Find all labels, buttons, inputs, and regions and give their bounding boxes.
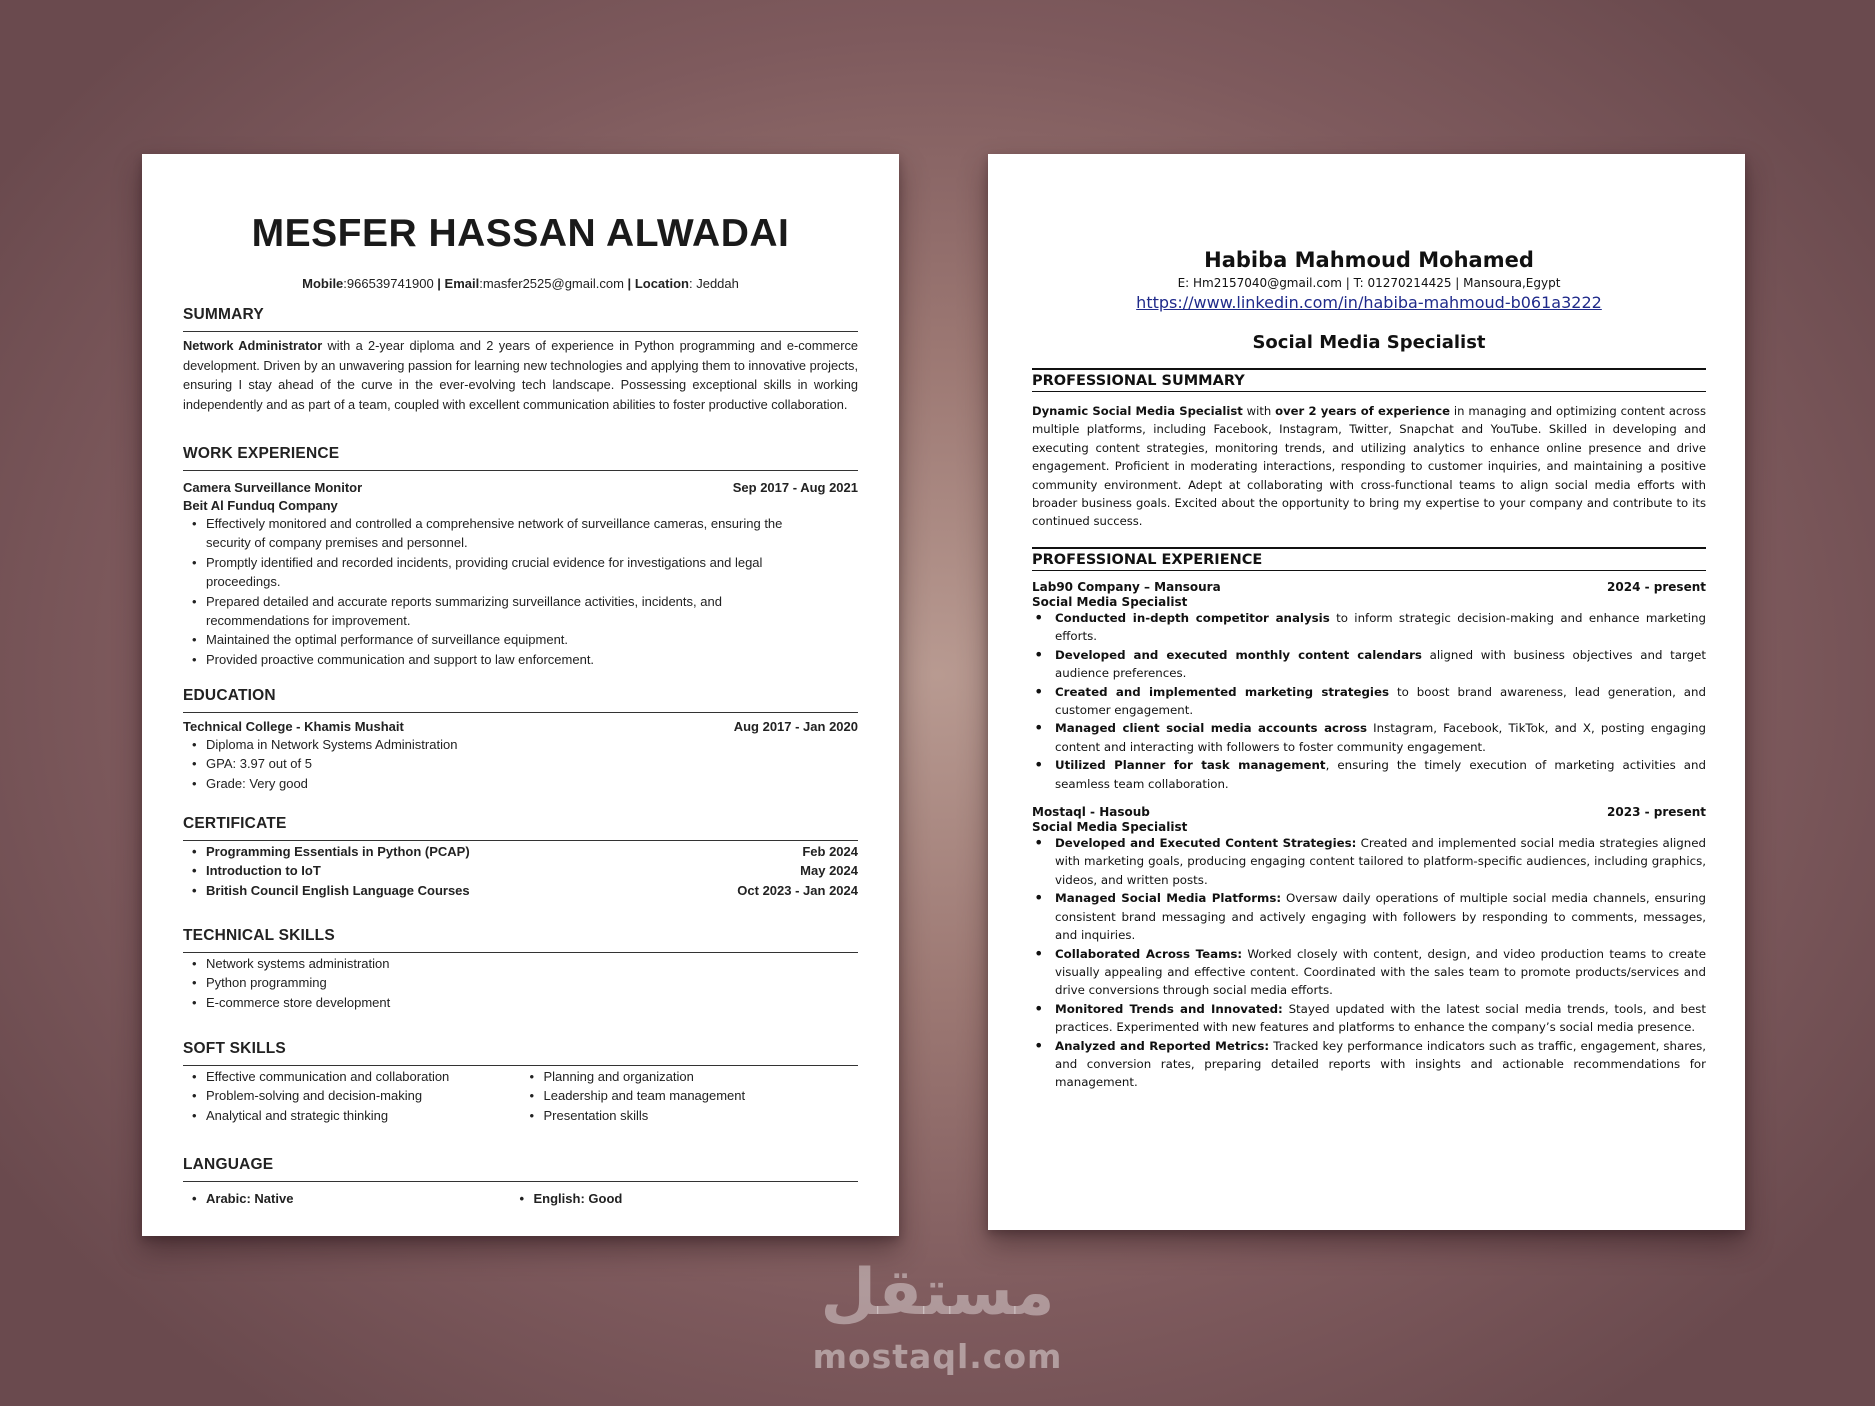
- list-item: [1032, 1037, 1706, 1092]
- bullet-text: Created and implemented social media strategies aligned with marketing goals, producing engaging content tailored to platform-specific audiences, including graphics, videos, and written posts.: [1055, 836, 1706, 887]
- bullet-bold: Managed Social Media Platforms:: [1055, 891, 1282, 906]
- school-name: Technical College - Khamis Mushait: [183, 719, 404, 734]
- job-dates: 2024 - present: [1607, 580, 1706, 594]
- watermark-arabic: مستقل: [820, 1256, 1055, 1330]
- email-label: Email: [444, 276, 480, 291]
- list-item: • Prepared detailed and accurate reports summarizing surveillance activities, incidents, and recommendations for improvement.: [183, 592, 808, 631]
- job-company: Mostaql - Hasoub: [1032, 805, 1150, 820]
- watermark-latin: mostaql.com: [812, 1337, 1063, 1376]
- job-dates: 2023 - present: [1607, 805, 1706, 820]
- bullet-text: aligned with business objectives and target audience preferences.: [1055, 647, 1706, 681]
- certificate-list: [183, 842, 858, 900]
- bullet-bold: Conducted in-depth competitor analysis: [1055, 611, 1330, 625]
- certificate-date: May 2024: [800, 863, 858, 879]
- list-item: • Effective communication and collaboration: [183, 1067, 521, 1086]
- list-item: [1032, 945, 1706, 1000]
- bullet-bold: Developed and Executed Content Strategies:: [1055, 836, 1357, 851]
- bullet-bold: Analyzed and Reported Metrics:: [1055, 1038, 1270, 1053]
- job-bullets: [1032, 834, 1706, 1092]
- job-title: Social Media Specialist: [1032, 595, 1188, 609]
- section-heading: LANGUAGE: [183, 1156, 858, 1182]
- location-label: Location: [634, 276, 689, 291]
- certificate-item: [183, 881, 858, 900]
- summary-text: [183, 336, 858, 414]
- bullet-text: Stayed updated with the latest social media trends, tools, and best practices. Experimented with new features and platforms to enhance the company’s social media presence.: [1055, 1001, 1706, 1035]
- list-item: • Diploma in Network Systems Administration: [183, 735, 858, 754]
- job-company: Beit Al Funduq Company: [183, 498, 338, 513]
- section-heading: SUMMARY: [183, 306, 858, 332]
- list-item: • Network systems administration: [183, 954, 858, 973]
- list-item: • Provided proactive communication and support to law enforcement.: [183, 650, 808, 669]
- education-header: [183, 719, 858, 734]
- summary-lead: Network Administrator: [183, 338, 323, 353]
- separator: |: [433, 276, 445, 291]
- resume-name: MESFER HASSAN ALWADAI: [251, 212, 790, 255]
- list-item: [1032, 834, 1706, 889]
- list-item: • Analytical and strategic thinking: [183, 1106, 521, 1125]
- mobile-value: :966539741900: [343, 276, 434, 291]
- linkedin-link[interactable]: https://www.linkedin.com/in/habiba-mahmoud-b061a3222: [1136, 293, 1602, 312]
- section-heading: SOFT SKILLS: [183, 1040, 858, 1066]
- list-item: • English: Good: [511, 1189, 859, 1208]
- summary-body: with a 2-year diploma and 2 years of experience in Python programming and e-commerce development. Driven by an unwavering passion for learning new technologies and applying them to innovative projects, ensuring I stay ahead of the curve in the ever-evolving tech landscape. Possessing exceptional skills in working independently and as part of a team, coupled with excellent communication abilities to foster productive collaboration.: [183, 338, 859, 412]
- section-heading: CERTIFICATE: [183, 815, 858, 841]
- bullet-text: Worked closely with content, design, and video production teams to create visually appealing and effective content. Coordinated with the sales team to promote products/services and drive conversions through social media efforts.: [1055, 946, 1706, 998]
- list-item: [1032, 646, 1706, 683]
- bullet-text: to inform strategic decision-making and enhance marketing efforts.: [1055, 611, 1707, 644]
- bullet-text: Oversaw daily operations of multiple social media channels, ensuring consistent brand messaging and actively engaging with followers by responding to comments, messages, and inquiries.: [1055, 891, 1706, 943]
- list-item: • Promptly identified and recorded incidents, providing crucial evidence for investigations and legal proceedings.: [183, 553, 808, 592]
- soft-skills-col-1: [183, 1067, 521, 1125]
- summary-body: in managing and optimizing content across multiple platforms, including Facebook, Instagram, Twitter, Snapchat and YouTube. Skilled in developing and executing content strategies, monitoring trends, and utilizing analytics to enhance online presence and drive engagement. Proficient in moderating interactions, responding to customer inquiries, and maintaining a positive community environment. Adept at collaborating with cross-functional teams to align social media efforts with broader business goals. Excited about the opportunity to bring my expertise to your company and contribute to its continued success.: [1032, 404, 1706, 529]
- section-heading: TECHNICAL SKILLS: [183, 927, 858, 953]
- section-heading: PROFESSIONAL EXPERIENCE: [1032, 547, 1706, 571]
- certificate-date: Oct 2023 - Jan 2024: [737, 882, 858, 898]
- list-item: [1032, 1000, 1706, 1037]
- section-heading: EDUCATION: [183, 687, 858, 713]
- list-item: • E-commerce store development: [183, 993, 858, 1012]
- language-columns: [183, 1189, 858, 1208]
- bullet-bold: Collaborated Across Teams:: [1055, 946, 1243, 961]
- certificate-section: [183, 815, 858, 900]
- professional-summary-section: [1032, 368, 1706, 531]
- job-title: Social Media Specialist: [1032, 820, 1188, 835]
- section-heading: PROFESSIONAL SUMMARY: [1032, 368, 1706, 392]
- separator: |: [623, 276, 635, 291]
- bullet-bold: Monitored Trends and Innovated:: [1055, 1001, 1283, 1016]
- job-header: [1032, 805, 1706, 819]
- list-item: • Arabic: Native: [183, 1189, 521, 1208]
- certificate-name: • Programming Essentials in Python (PCAP): [206, 844, 470, 859]
- bullet-text: , ensuring the timely execution of marketing activities and seamless team collaboration.: [1055, 758, 1706, 791]
- list-item: • Presentation skills: [521, 1106, 859, 1125]
- list-item: • Problem-solving and decision-making: [183, 1086, 521, 1105]
- job-role-title: Social Media Specialist: [1252, 332, 1486, 353]
- language-section: [183, 1156, 858, 1208]
- education-dates: Aug 2017 - Jan 2020: [733, 719, 858, 734]
- list-item: • Maintained the optimal performance of surveillance equipment.: [183, 630, 808, 649]
- soft-skills-columns: [183, 1067, 858, 1125]
- bullet-bold: Utilized Planner for task management: [1055, 758, 1326, 773]
- resume-page-right: [988, 154, 1745, 1230]
- professional-experience-section: [1032, 547, 1706, 1092]
- bullet-bold: Created and implemented marketing strategies: [1055, 684, 1389, 699]
- language-col-1: [183, 1189, 521, 1208]
- certificate-name: • British Council English Language Courses: [206, 882, 470, 898]
- bullet-text: Instagram, Facebook, TikTok, and X, posting engaging content and interacting with followers to foster community engagement.: [1055, 721, 1706, 754]
- location-value: : Jeddah: [688, 276, 739, 291]
- certificate-date: Feb 2024: [802, 844, 858, 859]
- list-item: [1032, 889, 1706, 944]
- job-bullets: [183, 514, 858, 669]
- list-item: [1032, 683, 1706, 720]
- list-item: • GPA: 3.97 out of 5: [183, 754, 858, 773]
- list-item: [1032, 719, 1706, 756]
- education-section: [183, 687, 858, 793]
- bullet-text: to boost brand awareness, lead generation, and customer engagement.: [1055, 684, 1707, 718]
- resume-page-left: [142, 154, 899, 1236]
- job-company: Lab90 Company – Mansoura: [1032, 580, 1221, 594]
- technical-skills-list: [183, 954, 858, 1012]
- list-item: • Planning and organization: [521, 1067, 859, 1086]
- job-bullets: [1032, 609, 1706, 793]
- list-item: • Grade: Very good: [183, 774, 858, 793]
- section-heading: WORK EXPERIENCE: [183, 445, 858, 471]
- bullet-bold: Managed client social media accounts across: [1055, 721, 1368, 736]
- bullet-bold: Developed and executed monthly content calendars: [1055, 647, 1422, 662]
- education-bullets: [183, 735, 858, 793]
- resume-name: Habiba Mahmoud Mohamed: [1204, 248, 1534, 272]
- technical-skills-section: [183, 927, 858, 1012]
- contact-line: [183, 276, 858, 291]
- summary-body: with: [1242, 404, 1276, 418]
- list-item: • Python programming: [183, 973, 858, 992]
- email-value: :masfer2525@gmail.com: [479, 276, 624, 291]
- mobile-label: Mobile: [302, 276, 344, 291]
- summary-bold: over 2 years of experience: [1275, 404, 1451, 418]
- certificate-item: [183, 842, 858, 861]
- work-section: [183, 445, 858, 669]
- job-dates: Sep 2017 - Aug 2021: [732, 480, 858, 495]
- soft-skills-section: [183, 1040, 858, 1125]
- job-title: Camera Surveillance Monitor: [183, 480, 363, 495]
- job-header: [1032, 580, 1706, 594]
- list-item: [1032, 609, 1706, 646]
- soft-skills-col-2: [521, 1067, 859, 1125]
- summary-bold: Dynamic Social Media Specialist: [1032, 404, 1243, 418]
- contact-line: E: Hm2157040@gmail.com | T: 01270214425 | Mansoura,Egypt: [1177, 276, 1561, 290]
- certificate-name: • Introduction to IoT: [206, 863, 321, 879]
- summary-text: [1032, 402, 1706, 531]
- bullet-text: Tracked key performance indicators such as traffic, engagement, shares, and conversion rates, preparing detailed reports with insights and actionable recommendations for management.: [1055, 1038, 1707, 1090]
- list-item: [1032, 756, 1706, 793]
- list-item: • Leadership and team management: [521, 1086, 859, 1105]
- summary-section: [183, 306, 858, 414]
- language-col-2: [521, 1189, 859, 1208]
- job-header: [183, 480, 858, 495]
- certificate-item: [183, 861, 858, 880]
- list-item: • Effectively monitored and controlled a comprehensive network of surveillance cameras, ensuring the security of company premises and personnel.: [183, 514, 808, 553]
